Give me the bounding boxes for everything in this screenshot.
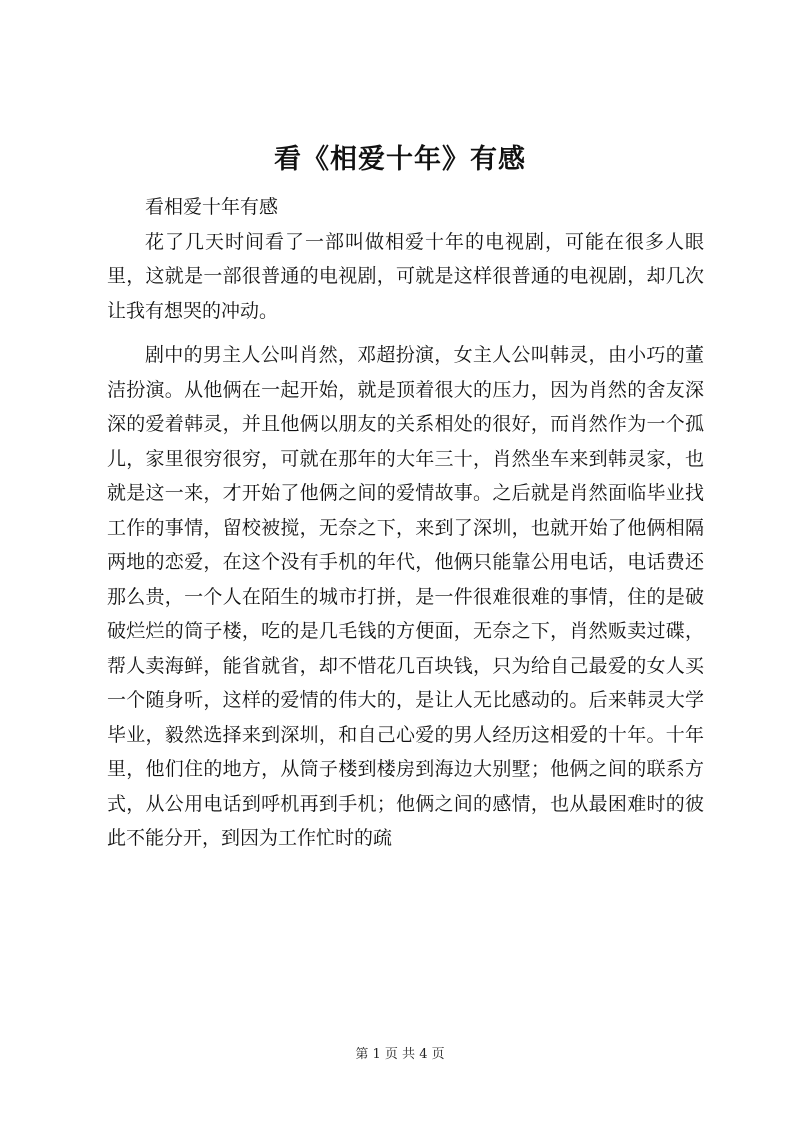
page-title: 看《相爱十年》有感 — [274, 144, 526, 175]
subtitle-paragraph: 看相爱十年有感 — [145, 196, 279, 218]
body-paragraph-2: 剧中的男主人公叫肖然，邓超扮演，女主人公叫韩灵，由小巧的董洁扮演。从他俩在一起开始，就是顶着很大的压力，因为肖然的舍友深深的爱着韩灵，并且他俩以朋友的关系相处的很好，而肖然作为一个孤儿，家里很穷很穷，可就在那年的大年三十，肖然坐车来到韩灵家，也就是这一来，才开始了他俩之间的爱情故事。之后就是肖然面临毕业找工作的事情，留校被搅，无奈之下，来到了深圳，也就开始了他俩相隔两地的恋爱，在这个没有手机的年代，他俩只能靠公用电话，电话费还那么贵，一个人在陌生的城市打拼，是一件很难很难的事情，住的是破破烂烂的筒子楼，吃的是几毛钱的方便面，无奈之下，肖然贩卖过碟，帮人卖海鲜，能省就省，却不惜花几百块钱，只为给自己最爱的女人买一个随身听，这样的爱情的伟大的，是让人无比感动的。后来韩灵大学毕业，毅然选择来到深圳，和自己心爱的男人经历这相爱的十年。十年里，他们住的地方，从筒子楼到楼房到海边大别墅；他俩之间的联系方式，从公用电话到呼机再到手机；他俩之间的感情，也从最困难时的彼此不能分开，到因为工作忙时的疏 — [107, 344, 704, 849]
page-number-footer: 第 1 页 共 4 页 — [355, 1047, 445, 1062]
body-paragraph-1: 花了几天时间看了一部叫做相爱十年的电视剧，可能在很多人眼里，这就是一部很普通的电视剧，可就是这样很普通的电视剧，却几次让我有想哭的冲动。 — [107, 230, 704, 322]
document-body — [107, 190, 704, 856]
